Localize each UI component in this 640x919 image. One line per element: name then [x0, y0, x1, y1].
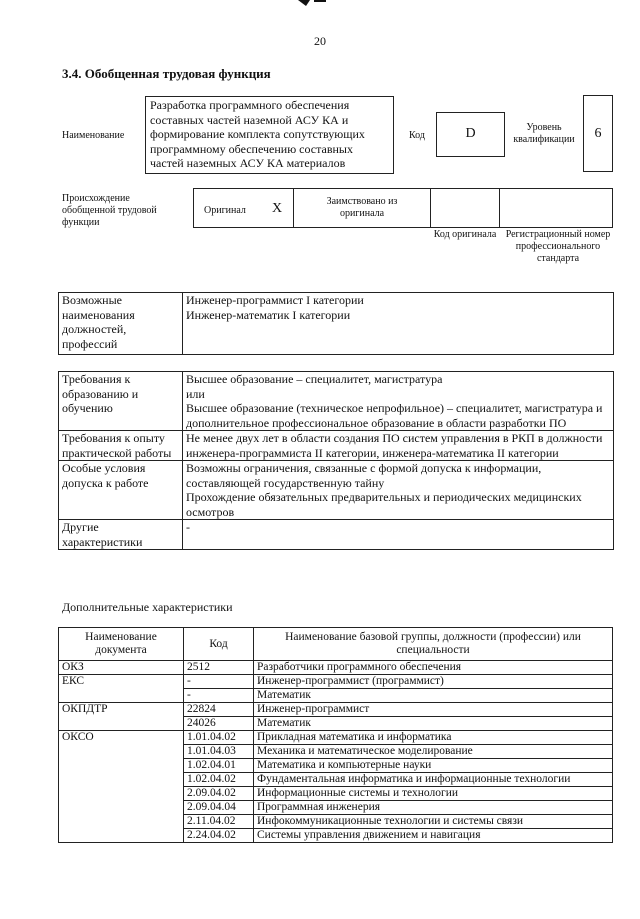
row-code: - — [184, 675, 254, 689]
page-number: 20 — [314, 34, 326, 48]
req-line: Возможны ограничения, связанные с формой допуска к информации, составляющей государственную тайну — [186, 461, 542, 490]
original-mark: X — [272, 201, 283, 216]
level-label: Уровень квалификации — [513, 122, 575, 145]
req-line: Прохождение обязательных предварительных и периодических медицинских осмотров — [186, 490, 582, 519]
req-label-experience: Требования к опыту практической работы — [59, 431, 183, 461]
table-row — [59, 661, 613, 675]
table-row — [59, 703, 613, 717]
positions-table — [58, 292, 614, 355]
row-name: Инженер-программист — [254, 703, 613, 717]
name-value: Разработка программного обеспечения составных частей наземной АСУ КА и формирование комплекта сопутствующих программному обеспечению составных частей наземных АСУ КА материалов — [150, 98, 365, 170]
row-code: 1.02.04.02 — [184, 773, 254, 787]
row-name: Разработчики программного обеспечения — [254, 661, 613, 675]
row-name: Математик — [254, 717, 613, 731]
table-row — [59, 675, 613, 689]
original-label: Оригинал — [204, 205, 246, 216]
row-name: Инженер-программист (программист) — [254, 675, 613, 689]
additional-table — [58, 627, 613, 843]
req-label-education: Требования к образованию и обучению — [59, 372, 183, 431]
position-item: Инженер-математик I категории — [186, 307, 351, 322]
row-code: 2512 — [184, 661, 254, 675]
row-code: 2.11.04.02 — [184, 815, 254, 829]
row-code: 22824 — [184, 703, 254, 717]
row-name: Прикладная математика и информатика — [254, 731, 613, 745]
col-header-code: Код — [184, 628, 254, 661]
scan-mark — [296, 0, 330, 8]
row-code: - — [184, 689, 254, 703]
req-line: Высшее образование – специалитет, магистратура — [186, 372, 443, 386]
section-title: 3.4. Обобщенная трудовая функция — [62, 66, 271, 81]
req-line: - — [186, 520, 190, 534]
row-doc: ОКЗ — [59, 661, 184, 675]
code-original-label: Код оригинала — [433, 229, 497, 240]
row-name: Математик — [254, 689, 613, 703]
row-code: 2.24.04.02 — [184, 829, 254, 843]
reg-number-label: Регистрационный номер профессионального стандарта — [505, 229, 611, 264]
level-box — [583, 95, 613, 172]
row-code: 24026 — [184, 717, 254, 731]
row-name: Информационные системы и технологии — [254, 787, 613, 801]
col-header-doc: Наименование документа — [59, 628, 184, 661]
requirements-table — [58, 371, 614, 550]
row-code: 1.01.04.02 — [184, 731, 254, 745]
req-line: или — [186, 386, 205, 401]
code-box — [436, 112, 505, 157]
req-line: Высшее образование (техническое непрофильное) – специалитет, магистратура и дополнительное профессиональное образование в области разработки ПО — [186, 401, 603, 430]
req-label-other: Другие характеристики — [59, 520, 183, 550]
row-code: 2.09.04.02 — [184, 787, 254, 801]
row-name: Математика и компьютерные науки — [254, 759, 613, 773]
level-value: 6 — [594, 126, 602, 141]
name-label: Наименование — [62, 130, 125, 141]
position-item: Инженер-программист I категории — [186, 293, 364, 307]
col-header-name: Наименование базовой группы, должности (профессии) или специальности — [254, 628, 613, 661]
row-doc: ЕКС — [59, 675, 184, 703]
additional-title: Дополнительные характеристики — [62, 600, 233, 614]
row-code: 1.01.04.03 — [184, 745, 254, 759]
row-doc: ОКПДТР — [59, 703, 184, 731]
code-label: Код — [409, 130, 425, 141]
row-code: 2.09.04.04 — [184, 801, 254, 815]
row-name: Программная инженерия — [254, 801, 613, 815]
row-name: Механика и математическое моделирование — [254, 745, 613, 759]
row-name: Инфокоммуникационные технологии и системы связи — [254, 815, 613, 829]
borrowed-label: Заимствовано из оригинала — [326, 196, 398, 219]
req-label-special: Особые условия допуска к работе — [59, 461, 183, 520]
code-value: D — [465, 126, 476, 141]
row-doc: ОКСО — [59, 731, 184, 843]
row-code: 1.02.04.01 — [184, 759, 254, 773]
name-box — [145, 96, 394, 174]
req-line: Не менее двух лет в области создания ПО систем управления в РКП в должности инженера-программиста II категории, инженера-математика II категории — [186, 431, 603, 460]
row-name: Системы управления движением и навигация — [254, 829, 613, 843]
row-name: Фундаментальная информатика и информационные технологии — [254, 773, 613, 787]
positions-label: Возможные наименования должностей, профессий — [59, 293, 183, 355]
origin-label: Происхождение обобщенной трудовой функции — [62, 193, 157, 228]
table-row — [59, 731, 613, 745]
